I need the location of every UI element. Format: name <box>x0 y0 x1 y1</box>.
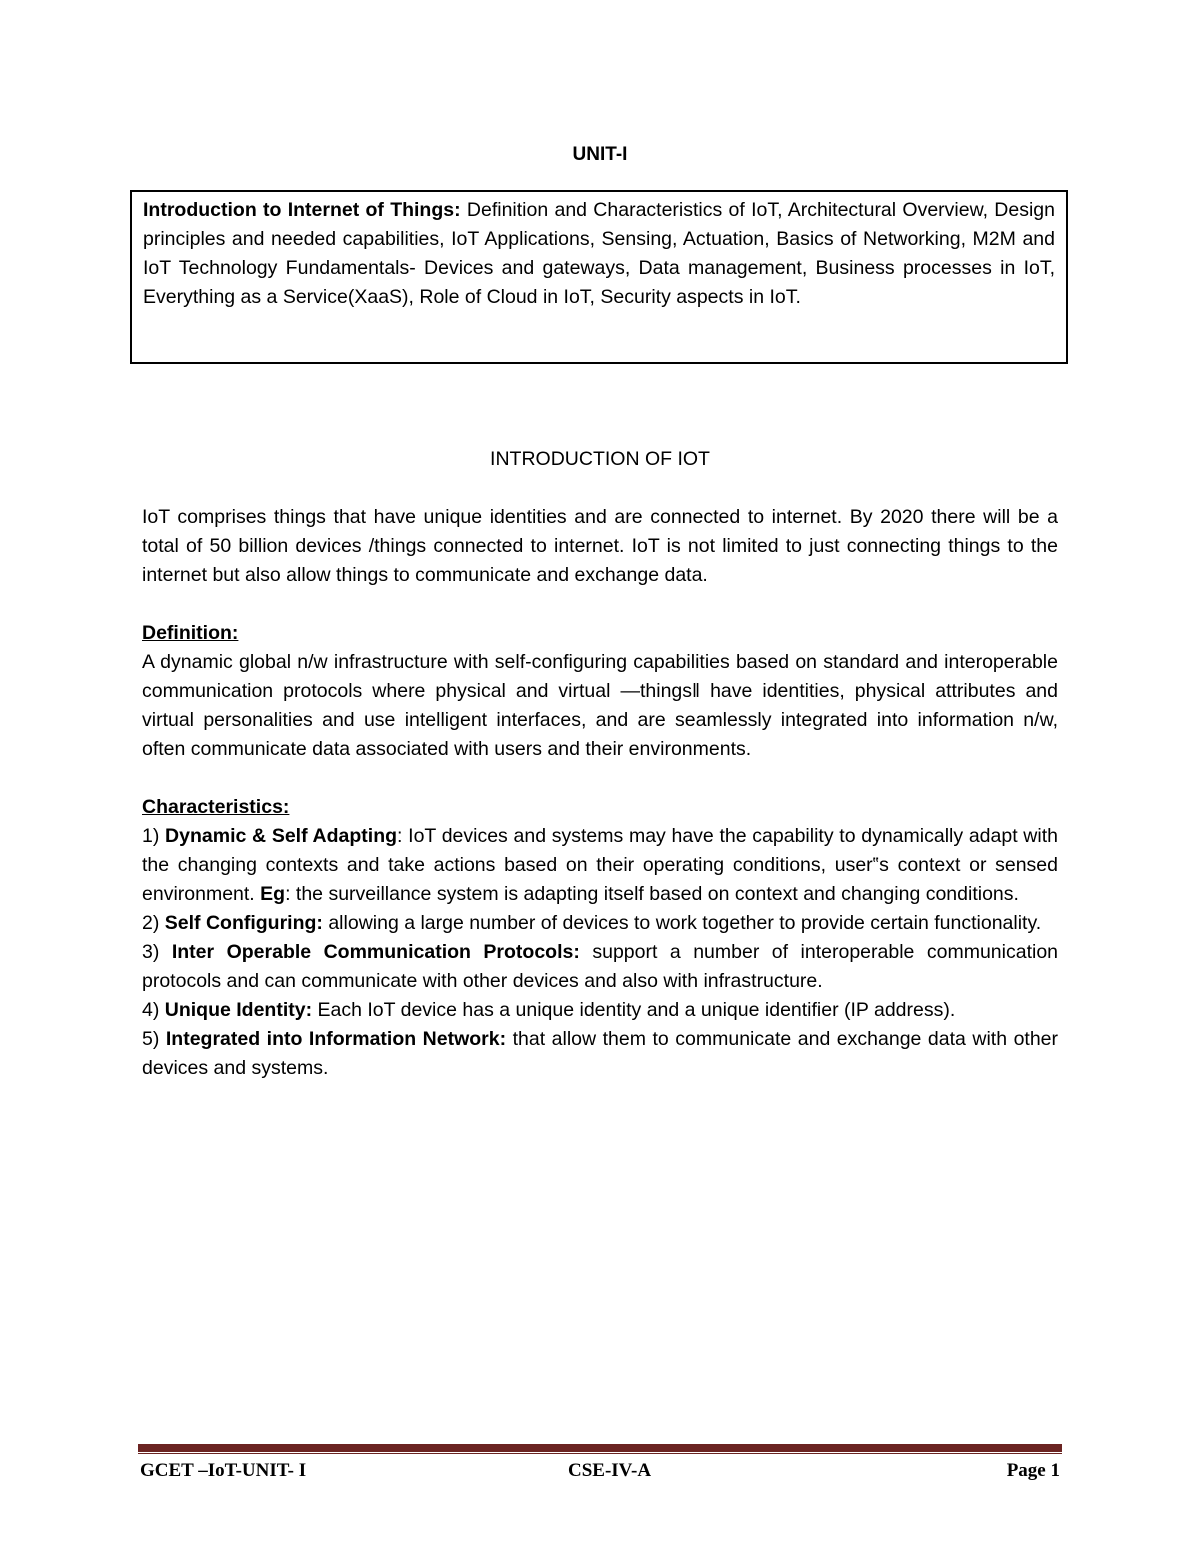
characteristic-item-5 <box>142 1025 1058 1083</box>
footer-course: GCET –IoT-UNIT- I <box>140 1460 307 1481</box>
characteristic-item-1 <box>142 822 1058 909</box>
spacer <box>142 590 1058 619</box>
syllabus-text: Definition and Characteristics of IoT, Architectural Overview, Design principles and needed capabilities, IoT Applications, Sensing, Actuation, Basics of Networking, M2M and IoT Technology Fundamentals- Devices and gateways, Data management, Business processes in IoT, Everything as a Service(XaaS), Role of Cloud in IoT, Security aspects in IoT. <box>143 199 1055 308</box>
characteristic-item-2 <box>142 909 1058 938</box>
footer-page-number: Page 1 <box>1006 1460 1060 1481</box>
footer-divider-thin <box>138 1453 1062 1454</box>
item-number: 1) <box>142 825 160 847</box>
item-term-example: Eg <box>260 883 286 905</box>
item-term: Dynamic & Self Adapting <box>165 825 398 847</box>
section-title: INTRODUCTION OF IOT <box>490 448 710 470</box>
page-footer <box>140 1460 1060 1486</box>
item-term: Self Configuring: <box>164 912 323 934</box>
footer-divider <box>138 1444 1062 1452</box>
item-text: Each IoT device has a unique identity and a unique identifier (IP address). <box>312 999 956 1021</box>
characteristics-heading: Characteristics: <box>142 796 290 818</box>
item-term: Integrated into Information Network: <box>165 1028 507 1050</box>
item-term: Unique Identity: <box>164 999 313 1021</box>
characteristic-item-3 <box>142 938 1058 996</box>
item-number: 4) <box>142 999 160 1021</box>
syllabus-box <box>130 190 1068 364</box>
item-number: 3) <box>142 941 160 963</box>
item-text-example: : the surveillance system is adapting itself based on context and changing conditions. <box>285 883 1019 905</box>
syllabus-lead: Introduction to Internet of Things: <box>143 199 461 221</box>
spacer <box>142 764 1058 793</box>
item-text: allowing a large number of devices to work together to provide certain functionality. <box>322 912 1042 934</box>
item-number: 5) <box>142 1028 160 1050</box>
intro-paragraph: IoT comprises things that have unique identities and are connected to internet. By 2020 there will be a total of 50 billion devices /things connected to internet. IoT is not limited to just connecting things to the internet but also allow things to communicate and exchange data. <box>142 506 1058 586</box>
unit-title: UNIT-I <box>572 144 628 165</box>
item-text: that allow them to communicate and exchange data with other devices and systems. <box>142 1028 1059 1079</box>
definition-paragraph: A dynamic global n/w infrastructure with self-configuring capabilities based on standard and interoperable communication protocols where physical and virtual ―things‖ have identities, physical attributes and virtual personalities and use intelligent interfaces, and are seamlessly integrated into information n/w, often communicate data associated with users and their environments. <box>142 651 1058 760</box>
main-content <box>142 503 1058 1083</box>
footer-class: CSE-IV-A <box>568 1460 652 1481</box>
item-number: 2) <box>142 912 160 934</box>
item-text: : IoT devices and systems may have the capability to dynamically adapt with the changing contexts and take actions based on their operating conditions, user‟s context or sensed environment. <box>142 825 1058 905</box>
item-text: support a number of interoperable communication protocols and can communicate with other devices and also with infrastructure. <box>142 941 1059 992</box>
item-term: Inter Operable Communication Protocols: <box>171 941 580 963</box>
definition-heading: Definition: <box>142 622 239 644</box>
characteristic-item-4 <box>142 996 1058 1025</box>
